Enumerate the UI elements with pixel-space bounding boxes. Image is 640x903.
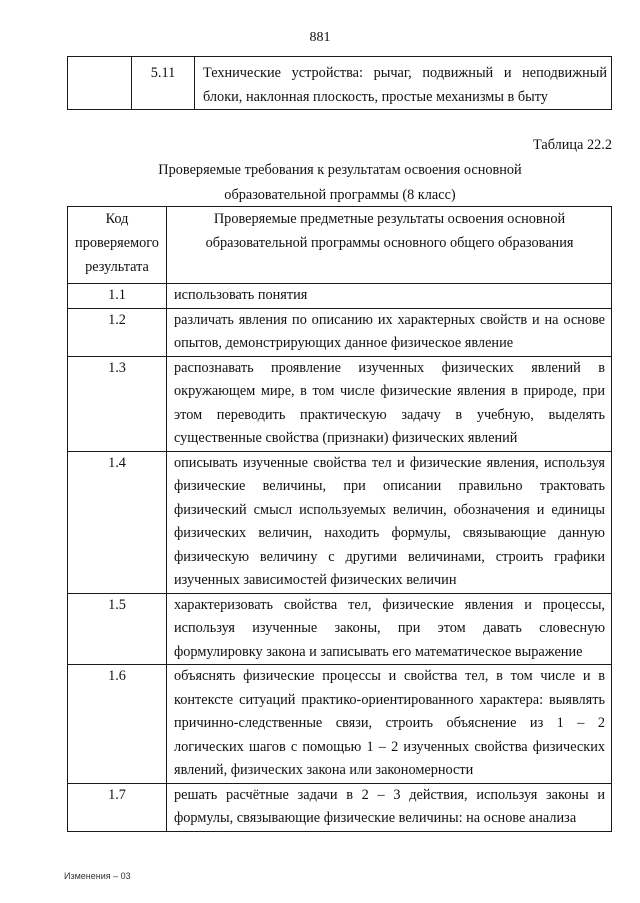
row-text: распознавать проявление изученных физических явлений в окружающем мире, в том числе физические явления в природе, при этом переводить практическую задачу в учебную, выделять существенные свойства (признаки) физических явлений (167, 356, 612, 451)
row-code: 1.4 (68, 451, 167, 593)
table-row (68, 451, 612, 593)
header-code: Код проверяемого результата (68, 207, 167, 284)
table-title-line-2: образовательной программы (8 класс) (224, 186, 456, 203)
row-code: 1.6 (68, 665, 167, 784)
row-text: объяснять физические процессы и свойства тел, в том числе и в контексте ситуаций практико-ориентированного характера: выявлять причинно-следственные связи, строить объяснение из 1 – 2 логических шагов с помощью 1 – 2 изученных свойства физических явлений, физических закона или закономерности (167, 665, 612, 784)
footer-revision: Изменения – 03 (64, 871, 131, 881)
row-code: 1.5 (68, 593, 167, 665)
table-title (70, 158, 610, 207)
table-caption: Таблица 22.2 (532, 137, 612, 153)
empty-cell (68, 57, 132, 110)
page-number: 881 (309, 30, 331, 45)
table-row (68, 284, 612, 309)
table-row (68, 308, 612, 356)
table-header-row (68, 207, 612, 284)
table-row (68, 665, 612, 784)
header-results: Проверяемые предметные результаты освоения основной образовательной программы основного общего образования (167, 207, 612, 284)
table-row (68, 356, 612, 451)
continued-table (67, 56, 612, 110)
requirements-table (67, 206, 612, 832)
code-cell: 5.11 (132, 57, 195, 110)
table-row (68, 783, 612, 831)
description-cell: Технические устройства: рычаг, подвижный и неподвижный блоки, наклонная плоскость, простые механизмы в быту (195, 57, 612, 110)
row-text: использовать понятия (167, 284, 612, 309)
row-text: различать явления по описанию их характерных свойств и на основе опытов, демонстрирующих данное физическое явление (167, 308, 612, 356)
row-text: решать расчётные задачи в 2 – 3 действия, используя законы и формулы, связывающие физические величины: на основе анализа (167, 783, 612, 831)
row-code: 1.2 (68, 308, 167, 356)
row-text: характеризовать свойства тел, физические явления и процессы, используя изученные законы, при этом давать словесную формулировку закона и записывать его математическое выражение (167, 593, 612, 665)
table-title-line-1: Проверяемые требования к результатам освоения основной (158, 162, 522, 178)
row-code: 1.3 (68, 356, 167, 451)
row-code: 1.1 (68, 284, 167, 309)
table-row (68, 57, 612, 110)
row-text: описывать изученные свойства тел и физические явления, используя физические величины, при описании правильно трактовать физический смысл используемых величин, обозначения и единицы физических величин, находить формулы, связывающие данную физическую величину с другими величинами, строить графики изученных зависимостей физических величин (167, 451, 612, 593)
row-code: 1.7 (68, 783, 167, 831)
table-row (68, 593, 612, 665)
